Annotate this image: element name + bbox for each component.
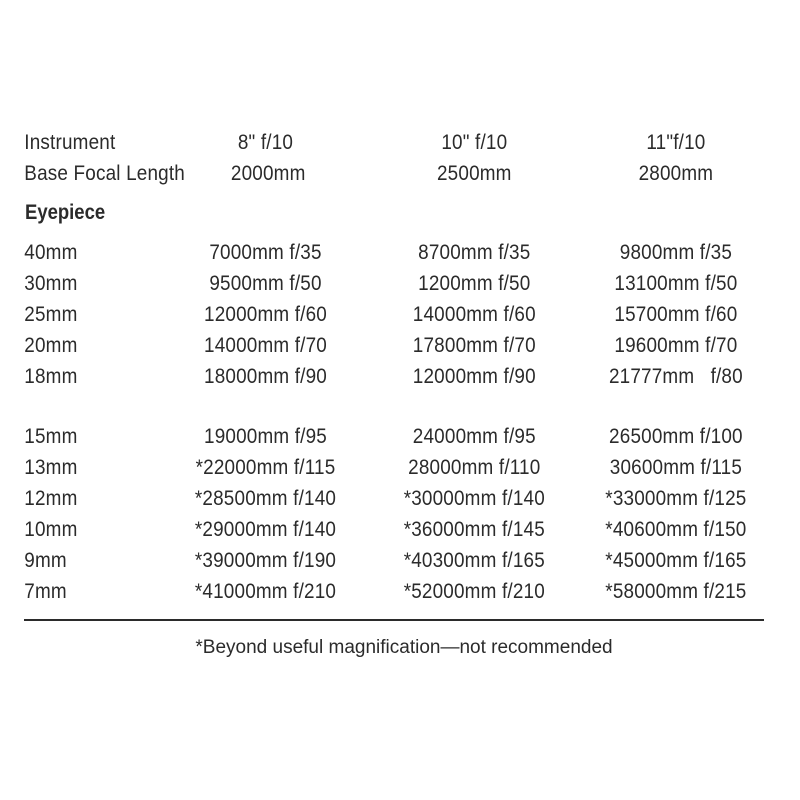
value-10in: 12000mm f/90 xyxy=(412,365,536,388)
value-8in: *39000mm f/190 xyxy=(194,549,337,572)
value-8in: 14000mm f/70 xyxy=(204,334,327,357)
focal-length-label: Base Focal Length xyxy=(24,162,185,185)
value-8in: *29000mm f/140 xyxy=(194,518,337,541)
table-row xyxy=(0,515,747,545)
table-row xyxy=(0,331,738,361)
value-10in: 17800mm f/70 xyxy=(412,334,536,357)
value-8in: *41000mm f/210 xyxy=(194,580,337,603)
value-10in: *40300mm f/165 xyxy=(403,549,545,572)
value-10in: 28000mm f/110 xyxy=(408,456,541,479)
eyepiece-size: 15mm xyxy=(24,425,78,448)
value-11in: 30600mm f/115 xyxy=(609,456,743,479)
instrument-label: Instrument xyxy=(24,131,116,154)
value-11in: *58000mm f/215 xyxy=(605,580,747,603)
value-8in: 12000mm f/60 xyxy=(204,303,327,326)
value-11in: *33000mm f/125 xyxy=(605,487,747,510)
table-row xyxy=(0,362,743,392)
table-row xyxy=(0,484,747,514)
value-10in: *36000mm f/145 xyxy=(403,518,545,541)
value-10in: 14000mm f/60 xyxy=(412,303,536,326)
value-11in: 13100mm f/50 xyxy=(614,272,738,295)
eyepiece-size: 30mm xyxy=(24,272,78,295)
focal-length-10in: 2500mm xyxy=(436,162,512,185)
table-row xyxy=(0,300,738,330)
value-10in: 8700mm f/35 xyxy=(418,241,531,264)
eyepiece-size: 9mm xyxy=(24,549,67,572)
eyepiece-heading: Eyepiece xyxy=(25,201,106,224)
eyepiece-size: 12mm xyxy=(24,487,78,510)
eyepiece-size: 7mm xyxy=(24,580,67,603)
table-row xyxy=(0,422,743,452)
focal-length-8in: 2000mm xyxy=(230,162,306,185)
value-11in: 26500mm f/100 xyxy=(609,425,743,448)
footnote: *Beyond useful magnification—not recommended xyxy=(195,637,613,658)
eyepiece-size: 25mm xyxy=(24,303,78,326)
value-10in: 24000mm f/95 xyxy=(412,425,536,448)
value-8in: 18000mm f/90 xyxy=(204,365,327,388)
value-8in: 7000mm f/35 xyxy=(209,241,322,264)
table-divider xyxy=(24,619,764,621)
eyepiece-size: 13mm xyxy=(24,456,78,479)
value-10in: 1200mm f/50 xyxy=(418,272,531,295)
table-row xyxy=(0,546,747,576)
instrument-8in: 8" f/10 xyxy=(237,131,294,154)
eyepiece-size: 20mm xyxy=(24,334,78,357)
value-10in: *30000mm f/140 xyxy=(403,487,545,510)
eyepiece-size: 40mm xyxy=(24,241,78,264)
value-10in: *52000mm f/210 xyxy=(403,580,545,603)
instrument-row xyxy=(0,128,720,158)
value-8in: *28500mm f/140 xyxy=(194,487,337,510)
table-row xyxy=(0,238,733,268)
value-8in: 19000mm f/95 xyxy=(204,425,327,448)
eyepiece-size: 10mm xyxy=(24,518,78,541)
instrument-11in: 11"f/10 xyxy=(646,131,706,154)
value-11in: 19600mm f/70 xyxy=(614,334,738,357)
table-row xyxy=(0,269,738,299)
value-11in: *40600mm f/150 xyxy=(605,518,747,541)
instrument-10in: 10" f/10 xyxy=(441,131,508,154)
value-11in: 9800mm f/35 xyxy=(619,241,733,264)
value-11in: *45000mm f/165 xyxy=(605,549,747,572)
eyepiece-size: 18mm xyxy=(24,365,78,388)
focal-length-11in: 2800mm xyxy=(638,162,714,185)
table-row xyxy=(0,577,747,607)
value-11in: 15700mm f/60 xyxy=(614,303,738,326)
focal-length-row xyxy=(0,159,720,189)
value-11in: 21777mm f/80 xyxy=(608,365,743,388)
value-8in: *22000mm f/115 xyxy=(195,456,336,479)
value-8in: 9500mm f/50 xyxy=(209,272,322,295)
table-row xyxy=(0,453,743,483)
